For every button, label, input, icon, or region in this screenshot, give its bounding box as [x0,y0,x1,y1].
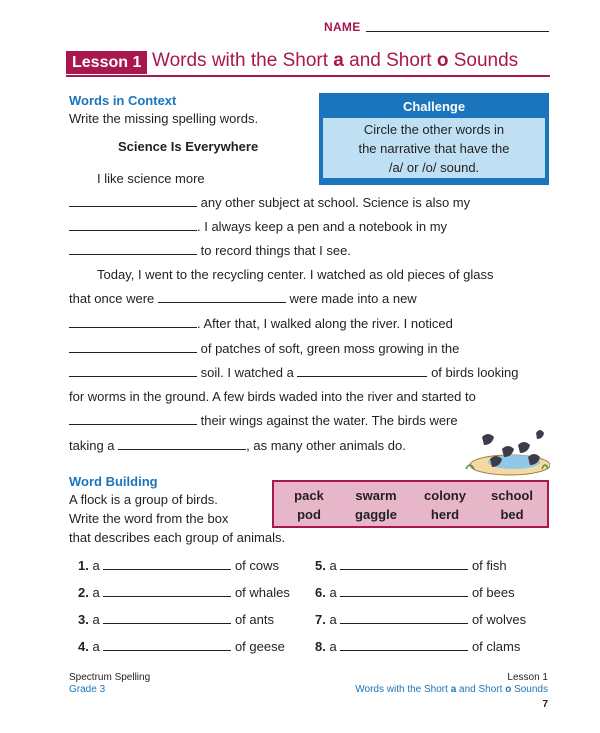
answer-blank[interactable] [69,342,197,353]
answer-blank[interactable] [118,439,246,450]
story-line [69,365,519,380]
answer-blank[interactable] [340,586,468,597]
answer-blank[interactable] [103,613,231,624]
word-box [272,480,549,528]
exercise-article: a [329,585,337,600]
exercise-text: of clams [471,639,521,654]
words-in-context-heading: Words in Context [69,93,177,108]
story-text: , as many other animals do. [246,438,406,453]
answer-blank[interactable] [69,220,197,231]
name-field[interactable] [366,31,549,32]
answer-blank[interactable] [103,586,231,597]
footer-letter-o: o [505,684,512,695]
story-text: their wings against the water. The birds were [197,413,458,428]
exercise-number: 2. [78,585,89,600]
story-line [69,316,453,331]
word-building-text: that describes each group of animals. [69,530,286,545]
story-text: soil. I watched a [197,365,298,380]
story-line [69,341,459,356]
footer-subtitle-part: Sounds [511,684,548,695]
title-part: Words with the Short [152,50,334,71]
word-building-text: A flock is a group of birds. [69,492,218,507]
exercise-article: a [329,639,337,654]
word-building-heading: Word Building [69,474,158,489]
name-label: NAME [324,20,361,34]
exercise-text: of geese [234,639,285,654]
exercise-article: a [92,585,100,600]
footer-grade: Grade 3 [69,684,106,695]
lesson-title [152,50,518,72]
challenge-title: Challenge [402,99,466,114]
birds-illustration [462,425,550,477]
answer-blank[interactable] [297,366,427,377]
story-text: that once were [69,291,158,306]
answer-blank[interactable] [69,196,197,207]
story-line [69,291,417,306]
footer-subtitle-part: and Short [456,684,506,695]
challenge-line: Circle the other words in [363,122,505,137]
exercise-item [78,558,279,573]
answer-blank[interactable] [340,559,468,570]
exercise-number: 1. [78,558,89,573]
story-line [69,195,470,210]
title-part: and Short [343,50,437,71]
story-text: any other subject at school. Science is also my [197,195,471,210]
word-box-word: pack [294,488,324,503]
story-line: Today, I went to the recycling center. I watched as old pieces of glass [97,267,494,282]
answer-blank[interactable] [340,613,468,624]
footer-subtitle [355,684,548,695]
word-box-word: herd [430,507,460,522]
title-letter-a: a [333,50,344,71]
exercise-number: 8. [315,639,326,654]
story-text: . I always keep a pen and a notebook in my [197,219,448,234]
exercise-item [78,612,274,627]
page-number: 7 [542,699,548,710]
title-letter-o: o [436,50,449,71]
exercise-text: of wolves [471,612,527,627]
story-line [69,413,458,428]
exercise-text: of bees [471,585,515,600]
footer-lesson: Lesson 1 [507,672,548,683]
story-line [69,438,406,453]
answer-blank[interactable] [69,366,197,377]
story-text: taking a [69,438,119,453]
word-box-word: pod [297,507,321,522]
title-part: Sounds [448,50,519,71]
word-box-word: bed [500,507,524,522]
exercise-article: a [92,639,100,654]
exercise-number: 3. [78,612,89,627]
exercise-item [315,558,507,573]
challenge-box [319,93,549,185]
exercise-number: 7. [315,612,326,627]
lesson-badge: Lesson 1 [66,51,147,74]
story-line: for worms in the ground. A few birds waded into the river and started to [69,389,476,404]
word-box-word: gaggle [355,507,397,522]
exercise-article: a [92,612,100,627]
answer-blank[interactable] [103,640,231,651]
exercise-text: of ants [234,612,274,627]
exercise-item [315,639,520,654]
story-text: of birds looking [427,365,519,380]
story-line [69,219,447,234]
footer-book: Spectrum Spelling [69,672,151,683]
exercise-number: 6. [315,585,326,600]
exercise-item [315,612,526,627]
story-text: of patches of soft, green moss growing in the [197,341,460,356]
word-box-word: school [491,488,533,503]
answer-blank[interactable] [69,414,197,425]
story-line [69,243,351,258]
exercise-text: of cows [234,558,280,573]
exercise-article: a [329,612,337,627]
answer-blank[interactable] [69,244,197,255]
exercise-number: 5. [315,558,326,573]
word-box-word: colony [424,488,466,503]
exercise-text: of fish [471,558,507,573]
answer-blank[interactable] [158,292,286,303]
exercise-item [78,639,285,654]
answer-blank[interactable] [69,317,197,328]
challenge-text [323,118,545,178]
word-building-text: Write the word from the box [69,511,229,526]
story-text: to record things that I see. [197,243,351,258]
challenge-line: /a/ or /o/ sound. [388,160,480,175]
story-line: I like science more [97,171,205,186]
exercise-item [315,585,515,600]
challenge-line: the narrative that have the [358,141,510,156]
title-divider [66,75,550,77]
story-title: Science Is Everywhere [118,139,259,154]
exercise-number: 4. [78,639,89,654]
story-text: . After that, I walked along the river. I noticed [197,316,453,331]
word-box-word: swarm [355,488,397,503]
story-text: were made into a new [285,291,417,306]
exercise-item [78,585,290,600]
context-instruction: Write the missing spelling words. [69,111,259,126]
answer-blank[interactable] [340,640,468,651]
footer-letter-a: a [450,684,457,695]
answer-blank[interactable] [103,559,231,570]
exercise-article: a [329,558,337,573]
exercise-article: a [92,558,100,573]
exercise-text: of whales [234,585,290,600]
footer-subtitle-part: Words with the Short [355,684,451,695]
